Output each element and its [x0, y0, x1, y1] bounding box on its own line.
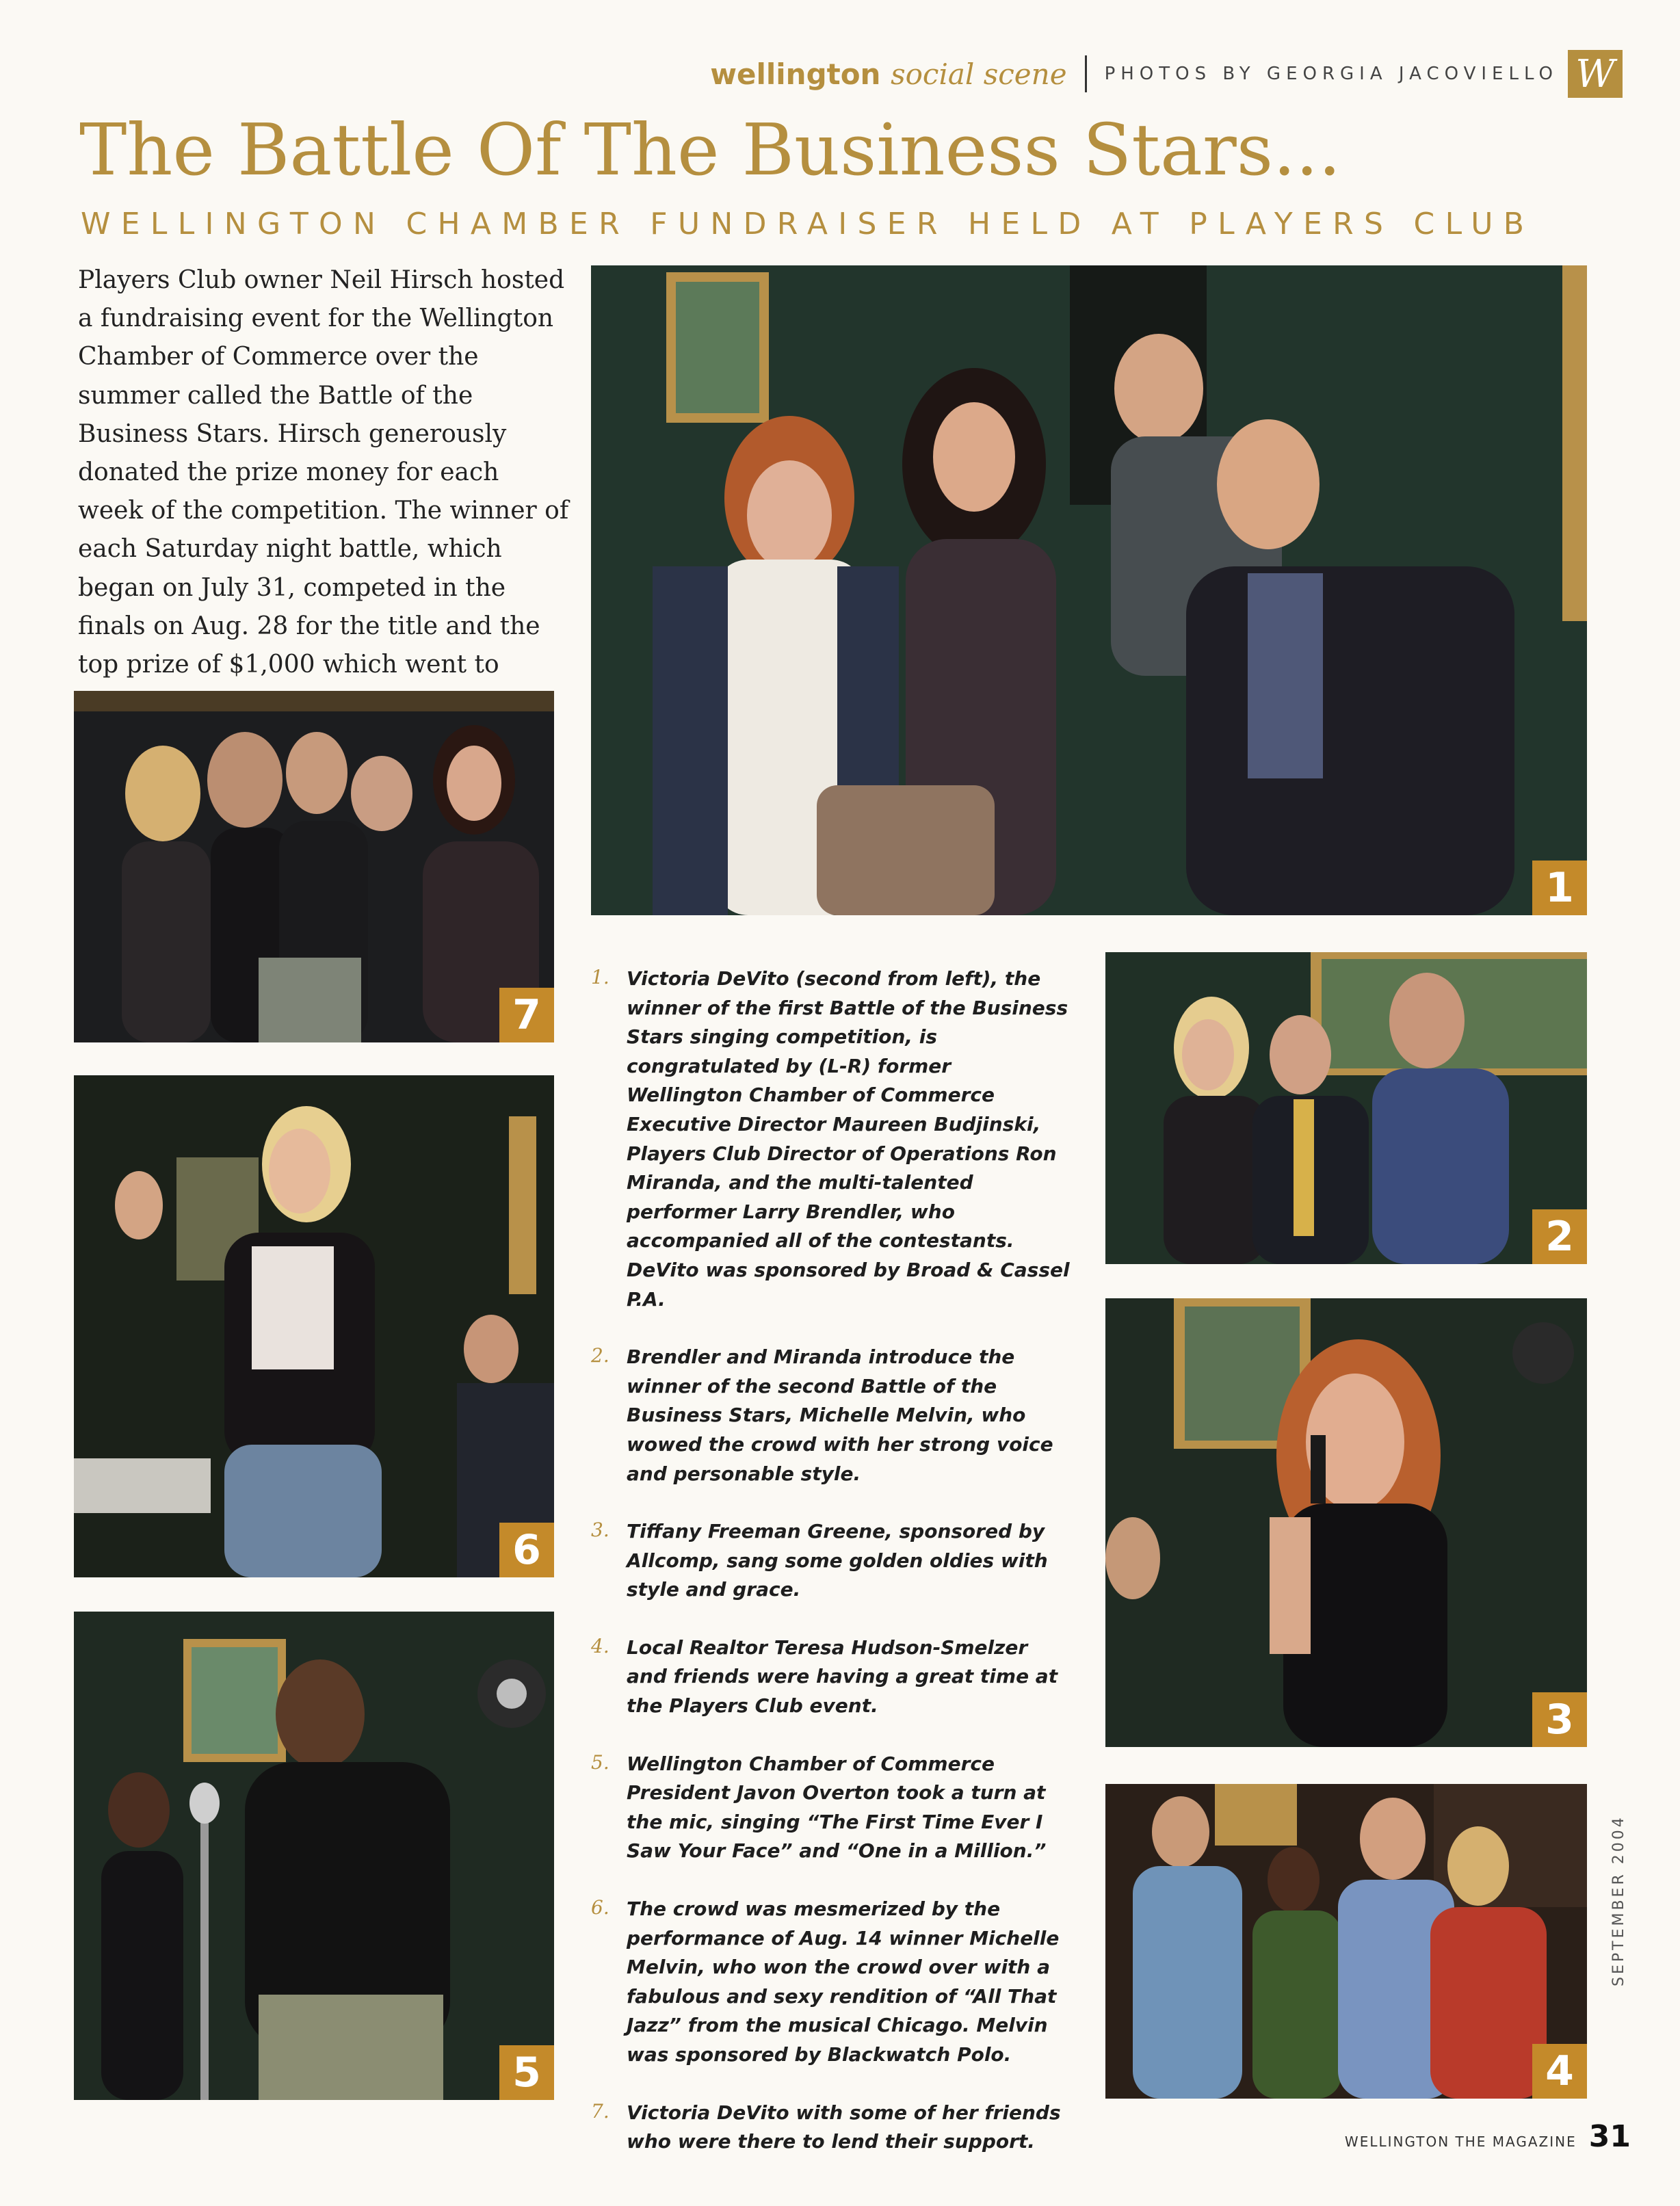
photo-2-number: 2	[1532, 1209, 1587, 1264]
issue-date: SEPTEMBER 2004	[1610, 1815, 1627, 1986]
intro-paragraph: Players Club owner Neil Hirsch hosted a fundraising event for the Wellington Chamber of Commerce over the summer called the Battle of the Business Stars. Hirsch generously donated the prize money for each week of the competition. The winner of each Saturday night battle, which began on July 31, competed in the finals on Aug. 28 for the title and the top prize of $1,000 which went to	[78, 266, 569, 679]
caption-1	[591, 964, 1070, 1314]
photo-3-number: 3	[1532, 1692, 1587, 1747]
photo-5-number: 5	[499, 2045, 554, 2100]
magazine-logo: W	[1568, 50, 1623, 98]
photo-4-image	[1105, 1784, 1587, 2099]
magazine-name: WELLINGTON THE MAGAZINE	[1344, 2133, 1577, 2150]
photo-7	[74, 691, 554, 1042]
photo-6-number: 6	[499, 1523, 554, 1577]
article-subtitle: WELLINGTON CHAMBER FUNDRAISER HELD AT PLAYERS CLUB	[81, 207, 1535, 241]
photo-2	[1105, 952, 1587, 1264]
photo-5	[74, 1612, 554, 2100]
caption-text: The crowd was mesmerized by the performance of Aug. 14 winner Michelle Melvin, who won the crowd over with a fabulous and sexy rendition of “All That Jazz” from the musical Chicago. Melvin was sponsored by Blackwatch Polo.	[627, 1898, 1060, 2066]
section-header	[710, 51, 1623, 97]
caption-number: 6.	[591, 1896, 609, 1919]
caption-text: Wellington Chamber of Commerce President Javon Overton took a turn at the mic, singing “The First Time Ever I Saw Your Face” and “One in a Million.”	[627, 1752, 1047, 1863]
page-number: 31	[1588, 2119, 1631, 2154]
caption-4	[591, 1633, 1070, 1721]
photo-7-number: 7	[499, 988, 554, 1042]
photo-1-image	[591, 265, 1587, 915]
photo-6-image	[74, 1075, 554, 1577]
caption-number: 5.	[591, 1750, 609, 1774]
caption-number: 7.	[591, 2099, 609, 2123]
photo-4	[1105, 1784, 1587, 2099]
caption-text: Victoria DeVito with some of her friends who were there to lend their support.	[627, 2101, 1061, 2153]
caption-number: 1.	[591, 966, 609, 988]
photo-1	[591, 265, 1587, 915]
photo-captions	[591, 964, 1070, 2185]
photo-3-image	[1105, 1298, 1587, 1747]
caption-number: 4.	[591, 1634, 609, 1657]
header-divider	[1085, 55, 1087, 92]
photo-credit: PHOTOS BY GEORGIA JACOVIELLO	[1104, 64, 1558, 84]
caption-7	[591, 2099, 1070, 2157]
photo-1-number: 1	[1532, 861, 1587, 915]
photo-7-image	[74, 691, 554, 1042]
caption-text: Victoria DeVito (second from left), the winner of the first Battle of the Business Stars singing competition, is congratulated by (L-R) former Wellington Chamber of Commerce Executive Director Maureen Budjinski, Players Club Director of Operations Ron Miranda, and the multi-talented performer Larry Brendler, who accompanied all of the contestants. DeVito was sponsored by Broad & Cassel P.A.	[627, 967, 1070, 1311]
caption-text: Tiffany Freeman Greene, sponsored by Allcomp, sang some golden oldies with style and grace.	[627, 1520, 1048, 1601]
photo-4-number: 4	[1532, 2044, 1587, 2099]
section-name: wellington social scene	[710, 57, 1067, 91]
caption-number: 2.	[591, 1344, 609, 1367]
caption-text: Brendler and Miranda introduce the winner of the second Battle of the Business Stars, Michelle Melvin, who wowed the crowd with her strong voice and personable style.	[627, 1345, 1053, 1485]
photo-5-image	[74, 1612, 554, 2100]
photo-3	[1105, 1298, 1587, 1747]
caption-6	[591, 1895, 1070, 2070]
article-title: The Battle Of The Business Stars...	[79, 108, 1341, 192]
photo-6	[74, 1075, 554, 1577]
caption-2	[591, 1343, 1070, 1488]
caption-3	[591, 1517, 1070, 1605]
photo-2-image	[1105, 952, 1587, 1264]
caption-number: 3.	[591, 1519, 609, 1542]
page-footer	[1345, 2119, 1631, 2154]
caption-5	[591, 1750, 1070, 1866]
caption-text: Local Realtor Teresa Hudson-Smelzer and friends were having a great time at the Players Club event.	[627, 1636, 1058, 1718]
